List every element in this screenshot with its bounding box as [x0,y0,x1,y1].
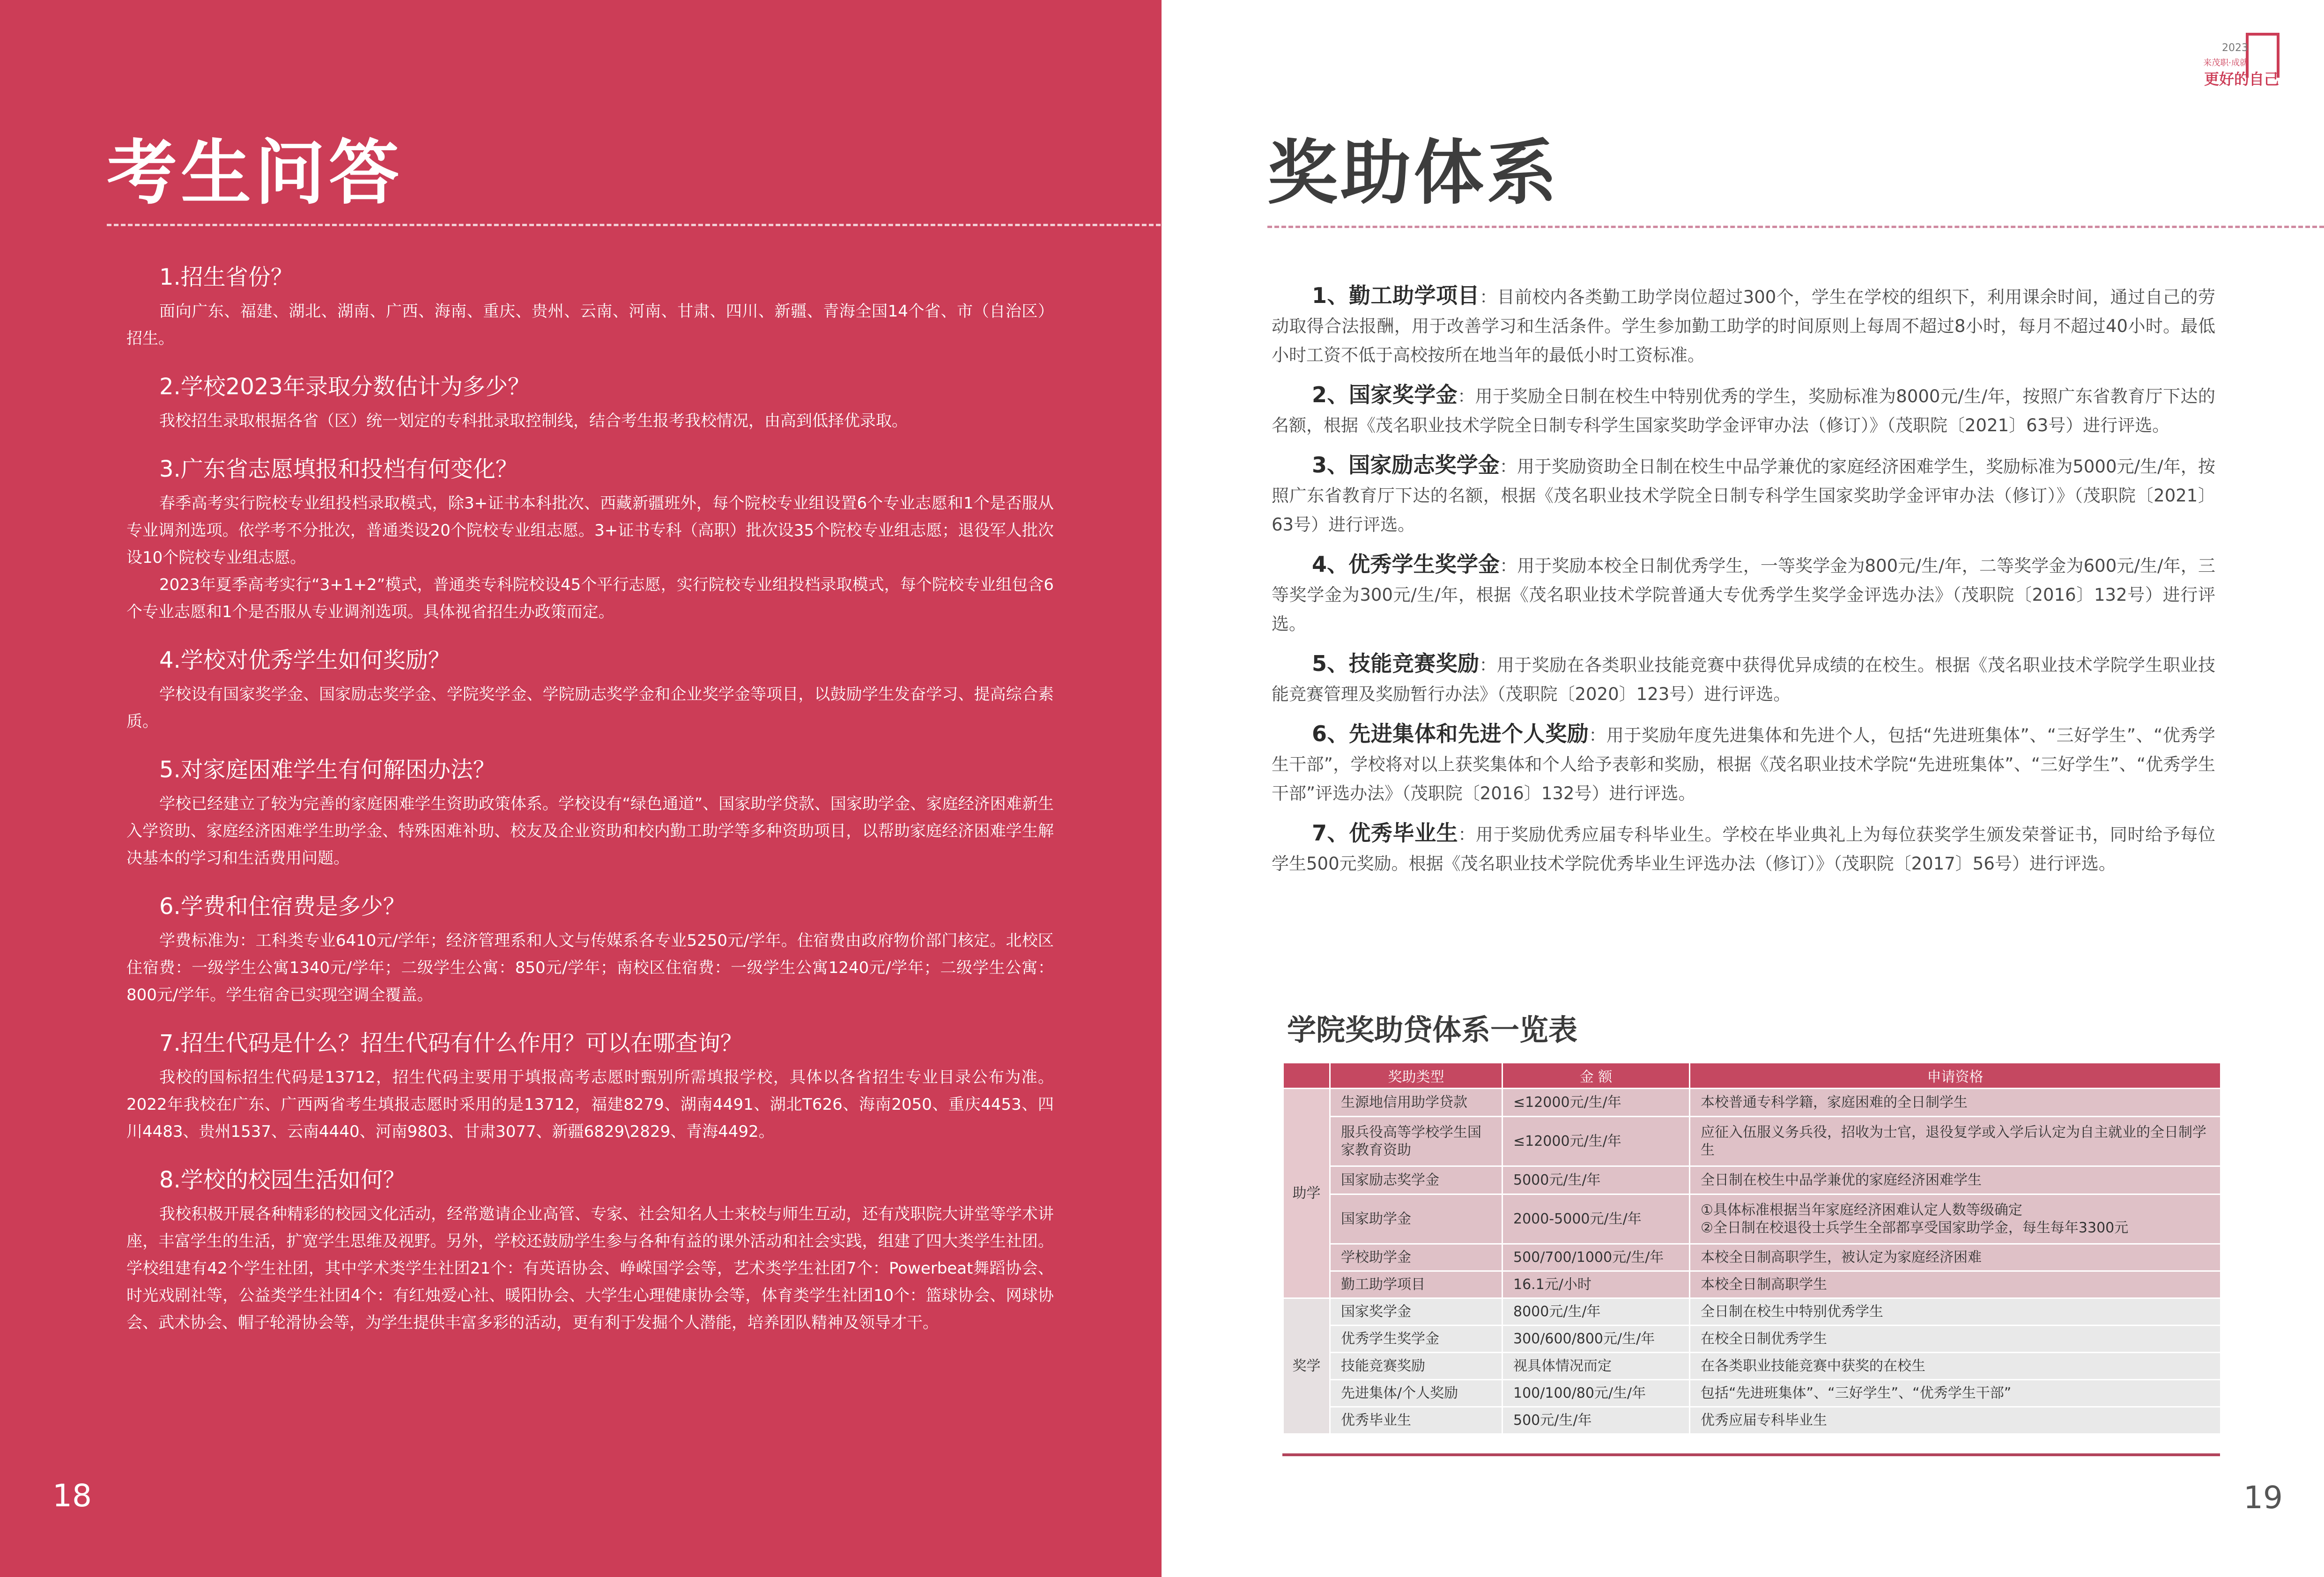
table-row [1283,1380,2221,1407]
page-number-right: 19 [2243,1480,2283,1516]
cell-type: 学校助学金 [1330,1244,1502,1271]
qa-question: 4.学校对优秀学生如何奖励？ [159,647,451,673]
qa-answer: 学费标准为：工科类专业6410元/学年；经济管理系和人文与传媒系各专业5250元/学年。住宿费由政府物价部门核定。北校区住宿费：一级学生公寓1340元/学年；二级学生公寓：850元/学年；南校区住宿费：一级学生公寓1240元/学年；二级学生公寓：800元/学年。学生宿舍已实现空调全覆盖。 [126,931,1054,1004]
qa-item [126,645,1054,735]
qa-item [126,262,1054,352]
qa-item [126,372,1054,435]
qa-answer: 我校招生录取根据各省（区）统一划定的专科批录取控制线，结合考生报考我校情况，由高到低择优录取。 [159,412,908,430]
cell-amount: 2000-5000元/生/年 [1502,1194,1690,1244]
cell-requirement: 本校全日制高职学生 [1690,1271,2221,1298]
award-item [1272,550,2215,639]
logo-year: 2023 [2222,42,2248,54]
table-row [1283,1298,2221,1326]
award-item [1272,281,2215,370]
cell-requirement: 本校普通专科学籍，家庭困难的全日制学生 [1690,1089,2221,1117]
qa-item [126,892,1054,1009]
table-row [1283,1271,2221,1298]
award-heading: 2、国家奖学金 [1312,382,1458,407]
qa-question: 8.学校的校园生活如何？ [159,1167,406,1193]
table-row [1283,1194,2221,1244]
cell-amount: ≤12000元/生/年 [1502,1089,1690,1117]
cell-requirement: 全日制在校生中特别优秀学生 [1690,1298,2221,1326]
cell-type: 技能竞赛奖励 [1330,1353,1502,1380]
award-heading: 7、优秀毕业生 [1312,820,1458,846]
qa-question: 5.对家庭困难学生有何解困办法？ [159,757,496,783]
award-description: ：用于奖励优秀应届专科毕业生。学校在毕业典礼上为每位获奖学生颁发荣誉证书，同时给予每位学生500元奖励。根据《茂名职业技术学院优秀毕业生评选办法（修订）》（茂职院〔2017〕56号）进行评选。 [1272,825,2215,874]
qa-item [126,1028,1054,1145]
qa-question: 6.学费和住宿费是多少？ [159,893,406,920]
cell-requirement: 应征入伍服义务兵役，招收为士官，退役复学或入学后认定为自主就业的全日制学生 [1690,1117,2221,1166]
cell-type: 优秀毕业生 [1330,1407,1502,1434]
brand-logo [2201,28,2281,98]
cell-type: 国家助学金 [1330,1194,1502,1244]
table-row [1283,1244,2221,1271]
qa-answer: 面向广东、福建、湖北、湖南、广西、海南、重庆、贵州、云南、河南、甘肃、四川、新疆、青海全国14个省、市（自治区）招生。 [126,302,1054,348]
cell-requirement [1690,1194,2221,1244]
award-item [1272,818,2215,878]
cell-amount: 16.1元/小时 [1502,1271,1690,1298]
header-type: 奖助类型 [1330,1063,1502,1089]
cell-type: 勤工助学项目 [1330,1271,1502,1298]
cell-requirement: 在校全日制优秀学生 [1690,1326,2221,1353]
award-heading: 5、技能竞赛奖励 [1312,651,1480,676]
qa-item [126,1165,1054,1336]
table-row [1283,1407,2221,1434]
cell-requirement: 包括“先进班集体”、“三好学生”、“优秀学生干部” [1690,1380,2221,1407]
award-heading: 3、国家励志奖学金 [1312,452,1500,478]
table-row [1283,1089,2221,1117]
qa-question: 7.招生代码是什么？招生代码有什么作用？可以在哪查询？ [159,1030,743,1056]
page-title-qa: 考生问答 [107,133,403,214]
category-cell: 助学 [1283,1089,1330,1298]
cell-type: 服兵役高等学校学生国家教育资助 [1330,1117,1502,1166]
cell-requirement: 全日制在校生中品学兼优的家庭经济困难学生 [1690,1166,2221,1194]
award-item [1272,380,2215,440]
cell-type: 生源地信用助学贷款 [1330,1089,1502,1117]
qa-item [126,755,1054,872]
cell-amount: 300/600/800元/生/年 [1502,1326,1690,1353]
category-cell: 奖学 [1283,1298,1330,1434]
cell-type: 国家奖学金 [1330,1298,1502,1326]
logo-slogan: 更好的自己 [2204,70,2279,88]
cell-type: 国家励志奖学金 [1330,1166,1502,1194]
cell-amount: 8000元/生/年 [1502,1298,1690,1326]
cell-amount: 视具体情况而定 [1502,1353,1690,1380]
qa-list [126,262,1054,1356]
cell-amount: 5000元/生/年 [1502,1166,1690,1194]
table-title: 学院奖助贷体系一览表 [1287,1013,1578,1047]
qa-answer: 学校已经建立了较为完善的家庭困难学生资助政策体系。学校设有“绿色通道”、国家助学贷款、国家助学金、家庭经济困难新生入学资助、家庭经济困难学生助学金、特殊困难补助、校友及企业资助和校内勤工助学等多种资助项目，以帮助家庭经济困难学生解决基本的学习和生活费用问题。 [126,795,1054,868]
requirement-line: ②全日制在校退役士兵学生全部都享受国家助学金，每生每年3300元 [1701,1219,2129,1236]
award-heading: 1、勤工助学项目 [1312,283,1480,308]
header-spacer [1283,1063,1330,1089]
table-row [1283,1353,2221,1380]
table-row [1283,1117,2221,1166]
award-item [1272,450,2215,539]
award-description: ：目前校内各类勤工助学岗位超过300个，学生在学校的组织下，利用课余时间，通过自己的劳动取得合法报酬，用于改善学习和生活条件。学生参加勤工助学的时间原则上每周不超过8小时，每月不超过40小时。最低小时工资不低于高校按所在地当年的最低小时工资标准。 [1272,287,2215,365]
award-description: ：用于奖励资助全日制在校生中品学兼优的家庭经济困难学生，奖励标准为5000元/生/年，按照广东省教育厅下达的名额，根据《茂名职业技术学院全日制专科学生国家奖助学金评审办法（修订）》（茂职院〔2021〕63号）进行评选。 [1272,457,2216,535]
page-title-awards: 奖助体系 [1267,133,1560,214]
cell-amount: ≤12000元/生/年 [1502,1117,1690,1166]
qa-question: 2.学校2023年录取分数估计为多少？ [159,374,530,400]
qa-answer: 2023年夏季高考实行“3+1+2”模式，普通类专科院校设45个平行志愿，实行院校专业组投档录取模式，每个院校专业组包含6个专业志愿和1个是否服从专业调剂选项。具体视省招生办政策而定。 [126,575,1054,621]
cell-amount: 500元/生/年 [1502,1407,1690,1434]
qa-answer: 我校的国标招生代码是13712，招生代码主要用于填报高考志愿时甄别所需填报学校，具体以各省招生专业目录公布为准。2022年我校在广东、广西两省考生填报志愿时采用的是13712，福建8279、湖南4491、湖北T626、海南2050、重庆4453、四川4483、贵州1537、云南4440、河南9803、甘肃3077、新疆6829\2829、青海4492。 [126,1068,1054,1141]
table-row [1283,1326,2221,1353]
award-list [1272,281,2215,889]
qa-answer: 春季高考实行院校专业组投档录取模式，除3+证书本科批次、西藏新疆班外，每个院校专业组设置6个专业志愿和1个是否服从专业调剂选项。依学考不分批次，普通类设20个院校专业组志愿。3+证书专科（高职）批次设35个院校专业组志愿；退役军人批次设10个院校专业组志愿。 [126,494,1054,567]
cell-type: 先进集体/个人奖励 [1330,1380,1502,1407]
title-divider [107,224,1161,226]
header-requirement: 申请资格 [1690,1063,2221,1089]
logo-subtitle: 来茂职·成就 [2203,58,2248,68]
cell-amount: 500/700/1000元/生/年 [1502,1244,1690,1271]
award-item [1272,649,2215,709]
award-description: ：用于奖励全日制在校生中特别优秀的学生，奖励标准为8000元/生/年，按照广东省教育厅下达的名额，根据《茂名职业技术学院全日制专科学生国家奖助学金评审办法（修订）》（茂职院〔2021〕63号）进行评选。 [1272,386,2215,435]
qa-question: 3.广东省志愿填报和投档有何变化？ [159,456,518,482]
table-row [1283,1166,2221,1194]
cell-requirement: 本校全日制高职学生，被认定为家庭经济困难 [1690,1244,2221,1271]
award-description: ：用于奖励本校全日制优秀学生，一等奖学金为800元/生/年，二等奖学金为600元/生/年，三等奖学金为300元/生/年，根据《茂名职业技术学院普通大专优秀学生奖学金评选办法》（茂职院〔2016〕132号）进行评选。 [1272,556,2215,634]
award-heading: 6、先进集体和先进个人奖励 [1312,721,1589,746]
qa-item [126,454,1054,626]
table-header-row [1283,1063,2221,1089]
requirement-line: ①具体标准根据当年家庭经济困难认定人数等级确定 [1701,1201,2022,1218]
aid-table [1282,1062,2221,1435]
qa-answer: 学校设有国家奖学金、国家励志奖学金、学院奖学金、学院励志奖学金和企业奖学金等项目，以鼓励学生发奋学习、提高综合素质。 [126,685,1054,731]
qa-question: 1.招生省份？ [159,264,293,290]
cell-amount: 100/100/80元/生/年 [1502,1380,1690,1407]
award-description: ：用于奖励年度先进集体和先进个人，包括“先进班集体”、“三好学生”、“优秀学生干部”，学校将对以上获奖集体和个人给予表彰和奖励，根据《茂名职业技术学院“先进班集体”、“三好学生”、“优秀学生干部”评选办法》（茂职院〔2016〕132号）进行评选。 [1272,725,2215,803]
cell-requirement: 在各类职业技能竞赛中获奖的在校生 [1690,1353,2221,1380]
qa-answer: 我校积极开展各种精彩的校园文化活动，经常邀请企业高管、专家、社会知名人士来校与师生互动，还有茂职院大讲堂等学术讲座，丰富学生的生活，扩宽学生思维及视野。另外，学校还鼓励学生参与各种有益的课外活动和社会实践，组建了四大类学生社团。学校组建有42个学生社团，其中学术类学生社团21个：有英语协会、峥嵘国学会等，艺术类学生社团7个：Powerbeat舞蹈协会、时光戏剧社等，公益类学生社团4个：有红烛爱心社、暖阳协会、大学生心理健康协会等，体育类学生社团10个：篮球协会、网球协会、武术协会、帽子轮滑协会等，为学生提供丰富多彩的活动，更有利于发掘个人潜能，培养团队精神及领导才干。 [126,1205,1054,1332]
table-bottom-rule [1282,1453,2220,1456]
header-amount: 金 额 [1502,1063,1690,1089]
award-item [1272,719,2215,808]
page-number-left: 18 [52,1478,92,1514]
award-heading: 4、优秀学生奖学金 [1312,552,1500,577]
award-description: ：用于奖励在各类职业技能竞赛中获得优异成绩的在校生。根据《茂名职业技术学院学生职业技能竞赛管理及奖励暂行办法》（茂职院〔2020〕123号）进行评选。 [1272,655,2215,704]
title-divider [1267,226,2324,228]
cell-requirement: 优秀应届专科毕业生 [1690,1407,2221,1434]
cell-type: 优秀学生奖学金 [1330,1326,1502,1353]
